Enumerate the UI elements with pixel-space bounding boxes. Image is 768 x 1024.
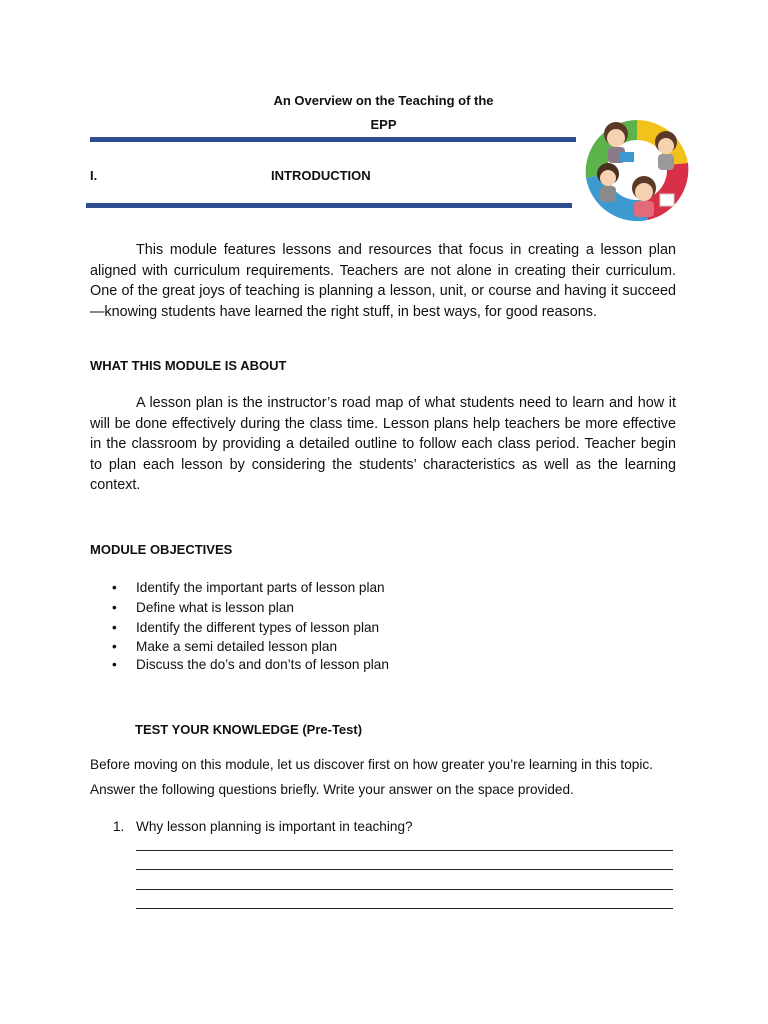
list-item xyxy=(112,656,389,674)
pretest-instruction-line1: Before moving on this module, let us discover first on how greater you’re learning in this topic. xyxy=(90,757,653,772)
objectives-heading: MODULE OBJECTIVES xyxy=(90,542,233,557)
answer-line[interactable] xyxy=(136,850,673,851)
about-paragraph: A lesson plan is the instructor’s road map of what students need to learn and how it will be done effectively during the class time. Lesson plans help teachers be more effective in the classroom by providing a detailed outline to follow each class period. Teacher begin to plan each lesson by considering the students’ characteristics as well as the learning context. xyxy=(90,395,676,493)
children-reading-illustration xyxy=(578,108,696,236)
top-rule xyxy=(90,137,576,142)
intro-paragraph: This module features lessons and resources that focus in creating a lesson plan aligned with curriculum requirements. Teachers are not alone in creating their curriculum. One of the great joys of teaching is planning a lesson, unit, or course and having it succeed—knowing students have learned the right stuff, in best ways, for good reasons. xyxy=(90,242,676,320)
bullet: • xyxy=(112,580,117,595)
document-title-line1: An Overview on the Teaching of the xyxy=(273,93,494,108)
pretest-instruction-line2: Answer the following questions briefly. Write your answer on the space provided. xyxy=(90,782,574,797)
answer-line[interactable] xyxy=(136,869,673,870)
objective-text: Define what is lesson plan xyxy=(136,600,294,615)
section-number: I. xyxy=(90,168,98,183)
pretest-heading: TEST YOUR KNOWLEDGE (Pre-Test) xyxy=(135,722,363,737)
bullet: • xyxy=(112,657,117,672)
question-text: Why lesson planning is important in teaching? xyxy=(136,819,413,834)
section-title: INTRODUCTION xyxy=(271,168,371,183)
list-item xyxy=(112,618,389,638)
objective-text: Identify the important parts of lesson plan xyxy=(136,580,385,595)
bullet: • xyxy=(112,620,117,635)
objective-text: Identify the different types of lesson plan xyxy=(136,620,380,635)
bullet: • xyxy=(112,600,117,615)
question-number: 1. xyxy=(113,819,125,834)
bottom-rule xyxy=(86,203,572,208)
bullet: • xyxy=(112,639,117,654)
answer-line[interactable] xyxy=(136,889,673,890)
children-icon xyxy=(578,108,696,236)
answer-line[interactable] xyxy=(136,908,673,909)
objective-text: Make a semi detailed lesson plan xyxy=(136,639,337,654)
list-item xyxy=(112,598,389,618)
about-heading: WHAT THIS MODULE IS ABOUT xyxy=(90,358,287,373)
objectives-list xyxy=(112,578,389,674)
objective-text: Discuss the do’s and don’ts of lesson plan xyxy=(136,657,389,672)
list-item xyxy=(112,638,389,656)
document-title-line2: EPP xyxy=(370,117,397,132)
list-item xyxy=(112,578,389,598)
